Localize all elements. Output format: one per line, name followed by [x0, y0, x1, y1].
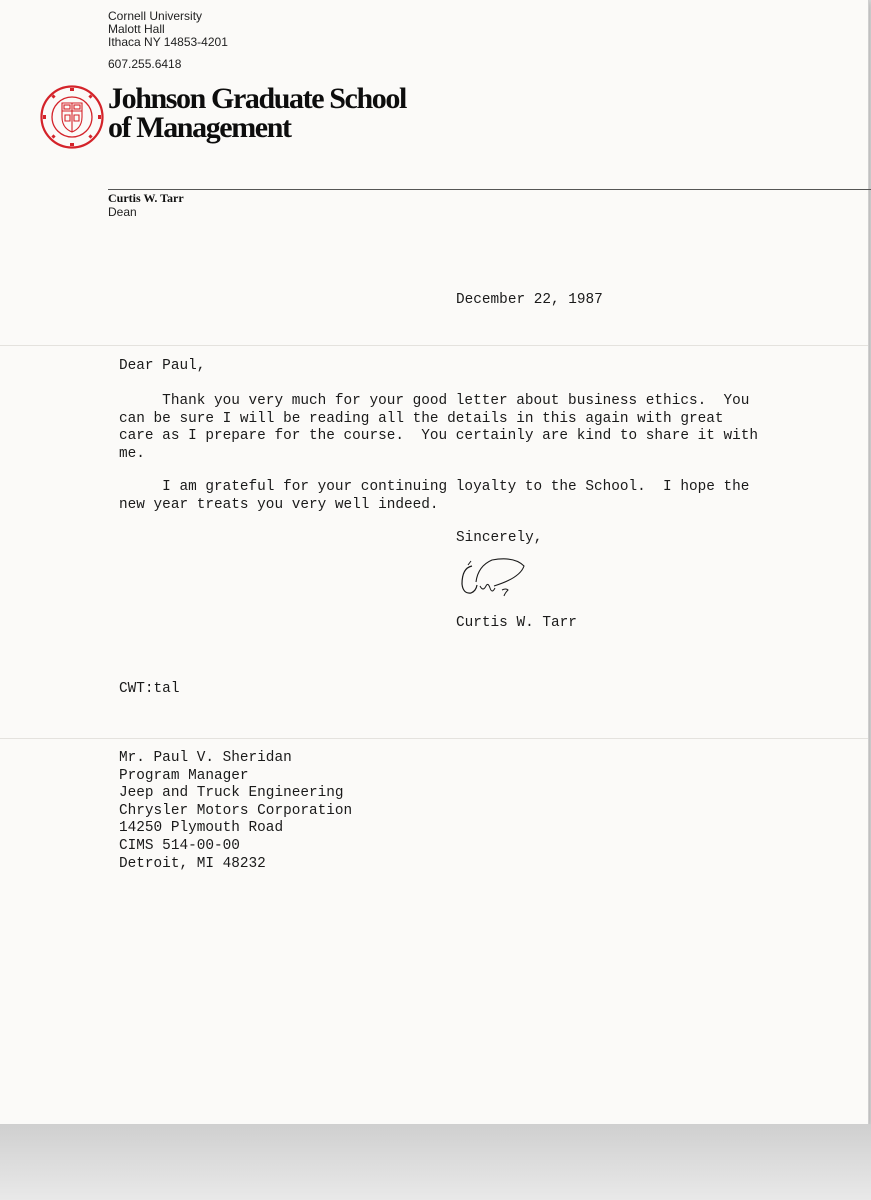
school-name-line: of Management	[108, 111, 291, 144]
letter-date: December 22, 1987	[456, 292, 603, 308]
salutation: Dear Paul,	[119, 358, 206, 374]
recipient-line: Program Manager	[119, 767, 249, 784]
scanner-background	[0, 1124, 871, 1200]
body-paragraph: I am grateful for your continuing loyalty to the School. I hope the new year treats you very well indeed.	[119, 479, 750, 513]
school-name-line: Johnson Graduate School	[108, 82, 406, 115]
recipient-line: Mr. Paul V. Sheridan	[119, 750, 292, 766]
cornell-seal-icon	[40, 85, 104, 149]
body-paragraph: Thank you very much for your good letter about business ethics. You can be sure I will be reading all the details in this again with great care as I prepare for the course. You certainly are kind to share it with me.	[119, 393, 759, 462]
school-name	[108, 84, 406, 142]
fold-line	[0, 738, 868, 739]
letterhead-phone: 607.255.6418	[108, 57, 182, 71]
recipient-line: 14250 Plymouth Road	[119, 820, 284, 837]
recipient-address	[119, 750, 352, 873]
recipient-line: CIMS 514-00-00	[119, 837, 240, 854]
dean-title: Dean	[108, 205, 137, 219]
dean-name: Curtis W. Tarr	[108, 191, 184, 205]
address-line: Cornell University	[108, 9, 203, 23]
handwritten-signature	[458, 556, 528, 606]
signer-name: Curtis W. Tarr	[456, 615, 577, 631]
recipient-line: Detroit, MI 48232	[119, 855, 266, 872]
recipient-line: Jeep and Truck Engineering	[119, 785, 344, 802]
closing: Sincerely,	[456, 530, 543, 546]
fold-line	[0, 345, 868, 346]
letterhead-address	[108, 10, 228, 49]
address-line: Malott Hall	[108, 22, 165, 36]
address-line: Ithaca NY 14853-4201	[108, 35, 228, 49]
recipient-line: Chrysler Motors Corporation	[119, 802, 353, 819]
letterhead-divider	[108, 189, 871, 190]
typist-initials: CWT:tal	[119, 681, 180, 697]
